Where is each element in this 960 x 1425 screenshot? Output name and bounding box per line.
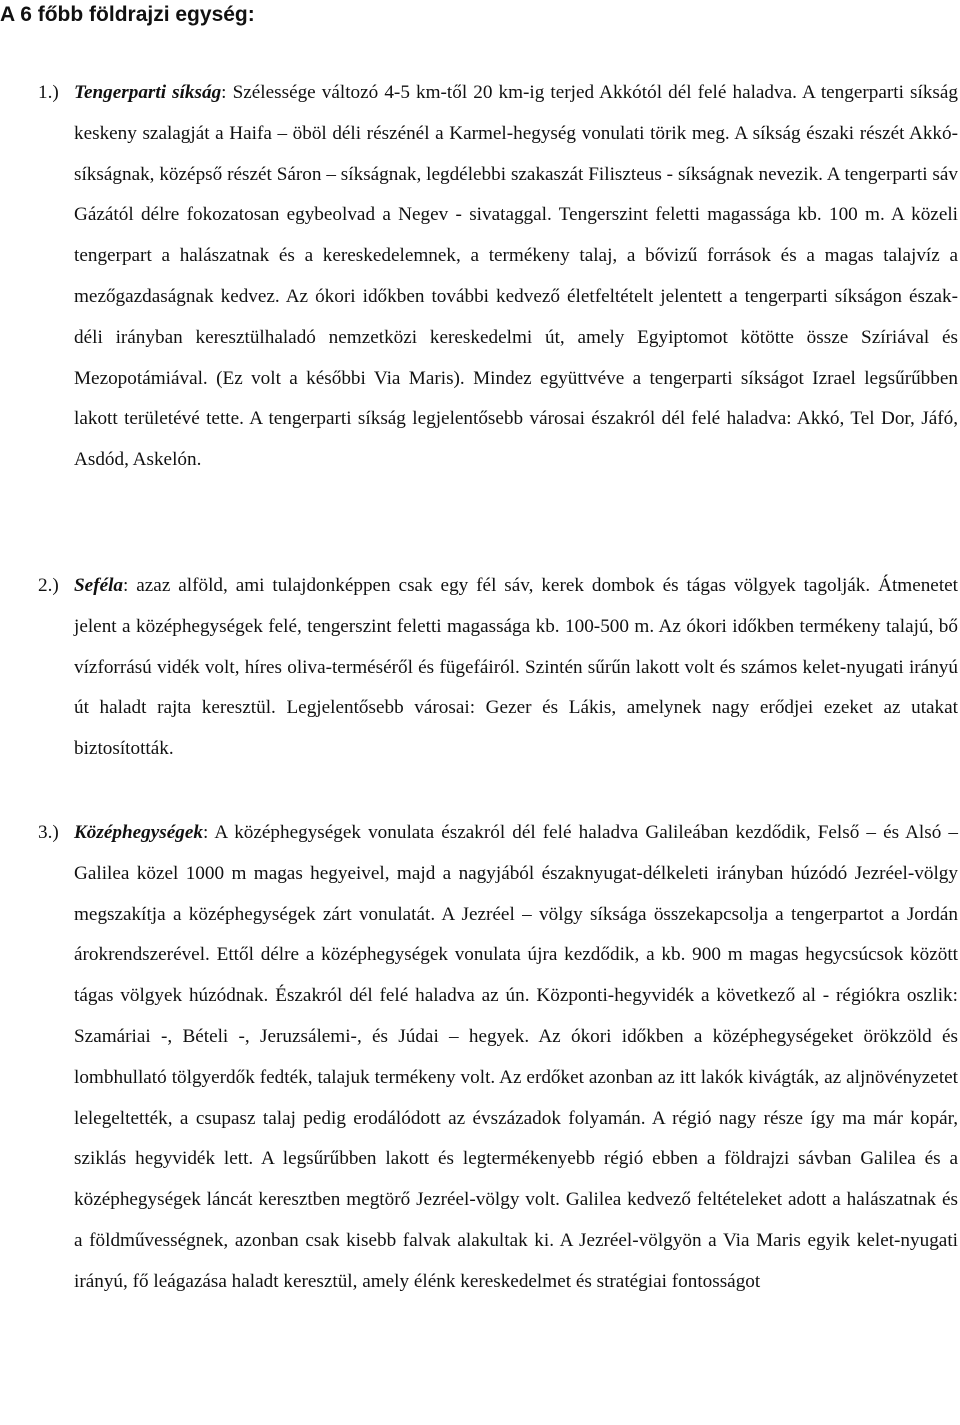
- section-kozephegysegek: [38, 813, 958, 1303]
- section-term: Középhegységek: [74, 822, 203, 843]
- section-number: 3.): [38, 822, 59, 843]
- section-number: 1.): [38, 82, 59, 103]
- section-text: : A középhegységek vonulata északról dél felé haladva Galileában kezdődik, Felső – és Alsó – Galilea közel 1000 m magas hegyeivel, majd a nagyjából északnyugat-délkeleti irányban húzódó Jezréel-völgy megszakítja a középhegységek zárt vonulatát. A Jezréel – völgy síksága összekapcsolja a tengerpartot a Jordán árokrendszerével. Ettől délre a középhegységek vonulata újra kezdődik, a kb. 900 m magas hegycsúcsok között tágas völgyek húzódnak. Északról dél felé haladva az ún. Központi-hegyvidék a következő al - régiókra oszlik: Szamáriai -, Bételi -, Jeruzsálemi-, és Júdai – hegyek. Az ókori időkben a középhegységeket örökzöld és lombhullató tölgyerdők fedték, talajuk termékeny volt. Az erdőket azonban az itt lakók kivágták, az aljnövényzetet lelegeltették, a csupasz talaj pedig erodálódott az évszázadok folyamán. A régió nagy része így ma már kopár, sziklás hegyvidék lett. A legsűrűbben lakott és legtermékenyebb régió ebben a földrajzi sávban Galilea és a középhegységek láncát keresztben megtörő Jezréel-völgy volt. Galilea kedvező feltételeket adott a halászatnak és a földművességnek, azonban csak kisebb falvak alakultak ki. A Jezréel-völgyön a Via Maris egyik kelet-nyugati irányú, fő leágazása haladt keresztül, amely élénk kereskedelmet és stratégiai fontosságot: [74, 822, 958, 1292]
- section-text: : Szélessége változó 4-5 km-től 20 km-ig terjed Akkótól dél felé haladva. A tengerparti síkság keskeny szalagját a Haifa – öböl déli részénél a Karmel-hegység vonulati törik meg. A síkság északi részét Akkó-síkságnak, középső részét Sáron – síkságnak, legdélebbi szakaszát Filiszteus - síkságnak nevezik. A tengerparti sáv Gázától délre fokozatosan egybeolvad a Negev - sivataggal. Tengerszint feletti magassága kb. 100 m. A közeli tengerpart a halászatnak és a kereskedelemnek, a termékeny talaj, a bővizű források és a magas talajvíz a mezőgazdaságnak kedvez. Az ókori időkben további kedvező életfeltételt jelentett a tengerparti síkságon észak-déli irányban keresztülhaladó nemzetközi kereskedelmi út, amely Egyiptomot kötötte össze Szíriával és Mezopotámiával. (Ez volt a későbbi Via Maris). Mindez együttvéve a tengerparti síkságot Izrael legsűrűbben lakott területévé tette. A tengerparti síkság legjelentősebb városai északról dél felé haladva: Akkó, Tel Dor, Jáfó, Asdód, Askelón.: [74, 82, 958, 471]
- section-tengerparti-sikság: [38, 73, 958, 481]
- page-title: A 6 főbb földrajzi egység:: [0, 3, 255, 26]
- section-number: 2.): [38, 575, 59, 596]
- section-term: Tengerparti síkság: [74, 82, 222, 103]
- section-text: : azaz alföld, ami tulajdonképpen csak egy fél sáv, kerek dombok és tágas völgyek tagolják. Átmenetet jelent a középhegységek felé, tengerszint feletti magassága kb. 100-500 m. Az ókori időkben termékeny talajú, bő vízforrású vidék volt, híres oliva-terméséről és fügefáiról. Szintén sűrűn lakott volt és számos kelet-nyugati irányú út haladt rajta keresztül. Legjelentősebb városai: Gezer és Lákis, amelynek nagy erődjei ezeket az utakat biztosították.: [74, 575, 958, 760]
- section-sefela: [38, 566, 958, 770]
- section-term: Seféla: [74, 575, 124, 596]
